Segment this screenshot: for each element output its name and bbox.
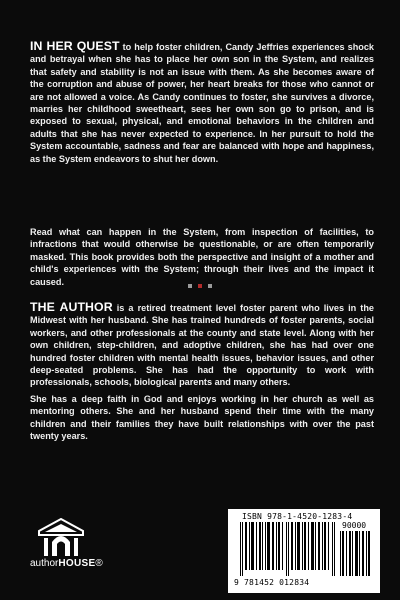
author-body: is a retired treatment level foster parent who lives in the Midwest with her husband. She has trained hundreds of foster parents, social workers, and other professionals at the county and state level. Along with her own children, step-children, and adoptive children, she has had over one hundred foster children with mental health issues, behavior issues, and other deep-seated problems. She has had the opportunity to work with professionals, schools, biological parents and many others. xyxy=(30,303,374,388)
read-paragraph: Read what can happen in the System, from inspection of facilities, to infractions that would otherwise be questionable, or are often temporarily masked. This book provides both the perspective and insight of a mother and child's experiences with the System; through their lives and the impact it caused. xyxy=(30,227,374,287)
author-lead: THE AUTHOR xyxy=(30,300,113,314)
publisher-trademark: ® xyxy=(95,558,103,569)
publisher-name-suffix: HOUSE xyxy=(58,558,96,569)
ean-digits: 9 781452 012834 xyxy=(234,578,310,587)
publisher-name xyxy=(30,558,103,569)
synopsis-paragraph xyxy=(30,40,374,165)
isbn-barcode xyxy=(228,509,380,593)
synopsis-lead: IN HER QUEST xyxy=(30,39,120,53)
price-code: 90000 xyxy=(342,521,367,530)
publisher-logo xyxy=(30,518,103,578)
divider-dot-accent xyxy=(198,284,202,288)
isbn-text: ISBN 978-1-4520-1283-4 xyxy=(242,512,353,521)
divider-dot xyxy=(188,284,192,288)
barcode-bars xyxy=(240,522,336,576)
addon-barcode-bars xyxy=(340,531,372,576)
house-icon xyxy=(38,518,84,558)
publisher-name-prefix: author xyxy=(30,558,59,569)
author-bio-paragraph xyxy=(30,301,374,389)
divider-dot xyxy=(208,284,212,288)
section-divider xyxy=(0,284,400,288)
synopsis-body: to help foster children, Candy Jeffries experiences shock and betrayal when she has to place her own son in the System, and realizes that safety and stability is not an issue with them. As she becomes aware of the corruption and abuse of power, her heart breaks for those who cannot or are not allowed a voice. As Candy continues to foster, she survives a divorce, marries her childhood sweetheart, sees her own son go to prison, and is exposed to sexual, physical, and emotional behaviors in the children and adults that she has never expected to experience. In her pursuit to hold the System accountable, sadness and fear are balanced with hope and happiness, as the System endeavors to shut her down. xyxy=(30,42,375,164)
faith-paragraph: She has a deep faith in God and enjoys working in her church as well as mentoring others. She and her husband spend their time with the many children and their families they have built relationships with over the past twenty years. xyxy=(30,394,374,442)
